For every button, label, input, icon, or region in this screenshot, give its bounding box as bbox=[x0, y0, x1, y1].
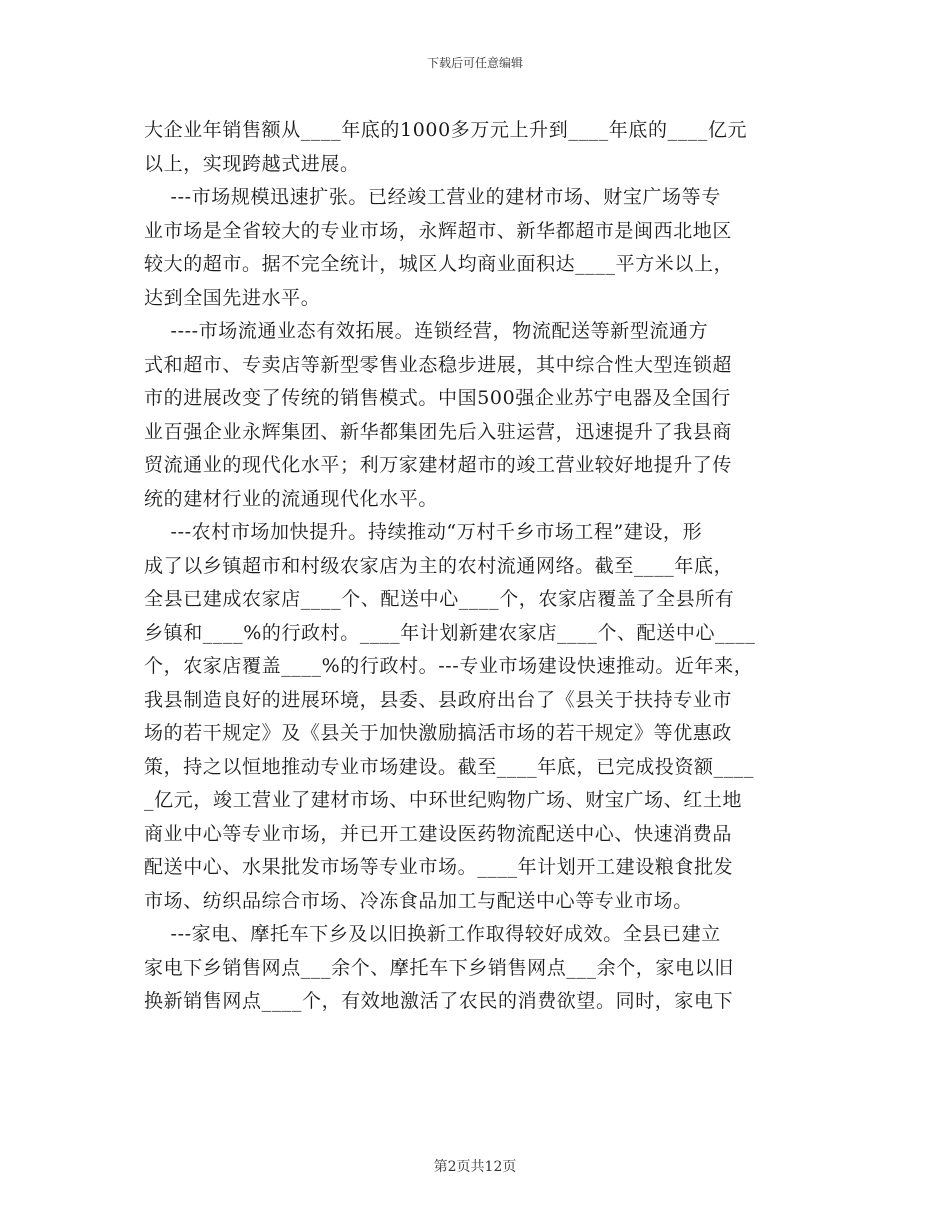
text-line: 场的若干规定》及《县关于加快激励搞活市场的若干规定》等优惠政 bbox=[144, 722, 733, 744]
text-line: 式和超市、专卖店等新型零售业态稳步进展，其中综合性大型连锁超 bbox=[144, 353, 733, 376]
text-line: ---农村市场加快提升。持续推动“万村千乡市场工程”建设，形 bbox=[144, 521, 703, 543]
text-line: 商业中心等专业市场，并已开工建设医药物流配送中心、快速消费品 bbox=[144, 822, 733, 845]
text-line: 全县已建成农家店____个、配送中心____个，农家店覆盖了全县所有 bbox=[144, 588, 735, 610]
text-line: 策，持之以恒地推动专业市场建设。截至____年底，已完成投资额____ bbox=[144, 755, 755, 778]
text-line: 贸流通业的现代化水平；利万家建材超市的竣工营业较好地提升了传 bbox=[144, 454, 733, 476]
text-line: ----市场流通业态有效拓展。连锁经营，物流配送等新型流通方 bbox=[144, 320, 709, 342]
text-line: ---家电、摩托车下乡及以旧换新工作取得较好成效。全县已建立 bbox=[144, 923, 721, 945]
text-line: ---市场规模迅速扩张。已经竣工营业的建材市场、财宝广场等专 bbox=[144, 186, 721, 208]
text-line: 市的进展改变了传统的销售模式。中国500强企业苏宁电器及全国行 bbox=[144, 387, 731, 409]
text-line: 市场、纺织品综合市场、冷冻食品加工与配送中心等专业市场。 bbox=[144, 889, 693, 912]
text-line: 家电下乡销售网点___余个、摩托车下乡销售网点___余个，家电以旧 bbox=[144, 956, 734, 979]
text-line: 大企业年销售额从____年底的1000多万元上升到____年底的____亿元 bbox=[144, 119, 748, 141]
text-line: 业百强企业永辉集团、新华都集团先后入驻运营，迅速提升了我县商 bbox=[144, 420, 733, 443]
text-line: 个，农家店覆盖____%的行政村。---专业市场建设快速推动。近年来， bbox=[144, 655, 754, 677]
text-line: 以上，实现跨越式进展。 bbox=[144, 152, 360, 175]
text-line: 较大的超市。据不完全统计，城区人均商业面积达____平方米以上， bbox=[144, 253, 734, 275]
text-line: 我县制造良好的进展环境，县委、县政府出台了《县关于扶持专业市 bbox=[144, 688, 733, 711]
text-line: 配送中心、水果批发市场等专业市场。____年计划开工建设粮食批发 bbox=[144, 856, 734, 878]
text-line: 统的建材行业的流通现代化水平。 bbox=[144, 487, 439, 510]
text-line: 换新销售网点____个，有效地激活了农民的消费欲望。同时，家电下 bbox=[144, 990, 734, 1012]
document-body bbox=[144, 114, 804, 1019]
text-line: 达到全国先进水平。 bbox=[144, 286, 321, 309]
text-line: 乡镇和____%的行政村。____年计划新建农家店____个、配送中心____ bbox=[144, 621, 756, 644]
text-line: 业市场是全省较大的专业市场，永辉超市、新华都超市是闽西北地区 bbox=[144, 219, 733, 242]
page-footer: 第2页共12页 bbox=[433, 1159, 517, 1175]
text-line: _亿元，竣工营业了建材市场、中环世纪购物广场、财宝广场、红土地 bbox=[144, 789, 743, 811]
text-line: 成了以乡镇超市和村级农家店为主的农村流通网络。截至____年底， bbox=[144, 554, 734, 577]
page-header: 下载后可任意编辑 bbox=[426, 56, 523, 70]
